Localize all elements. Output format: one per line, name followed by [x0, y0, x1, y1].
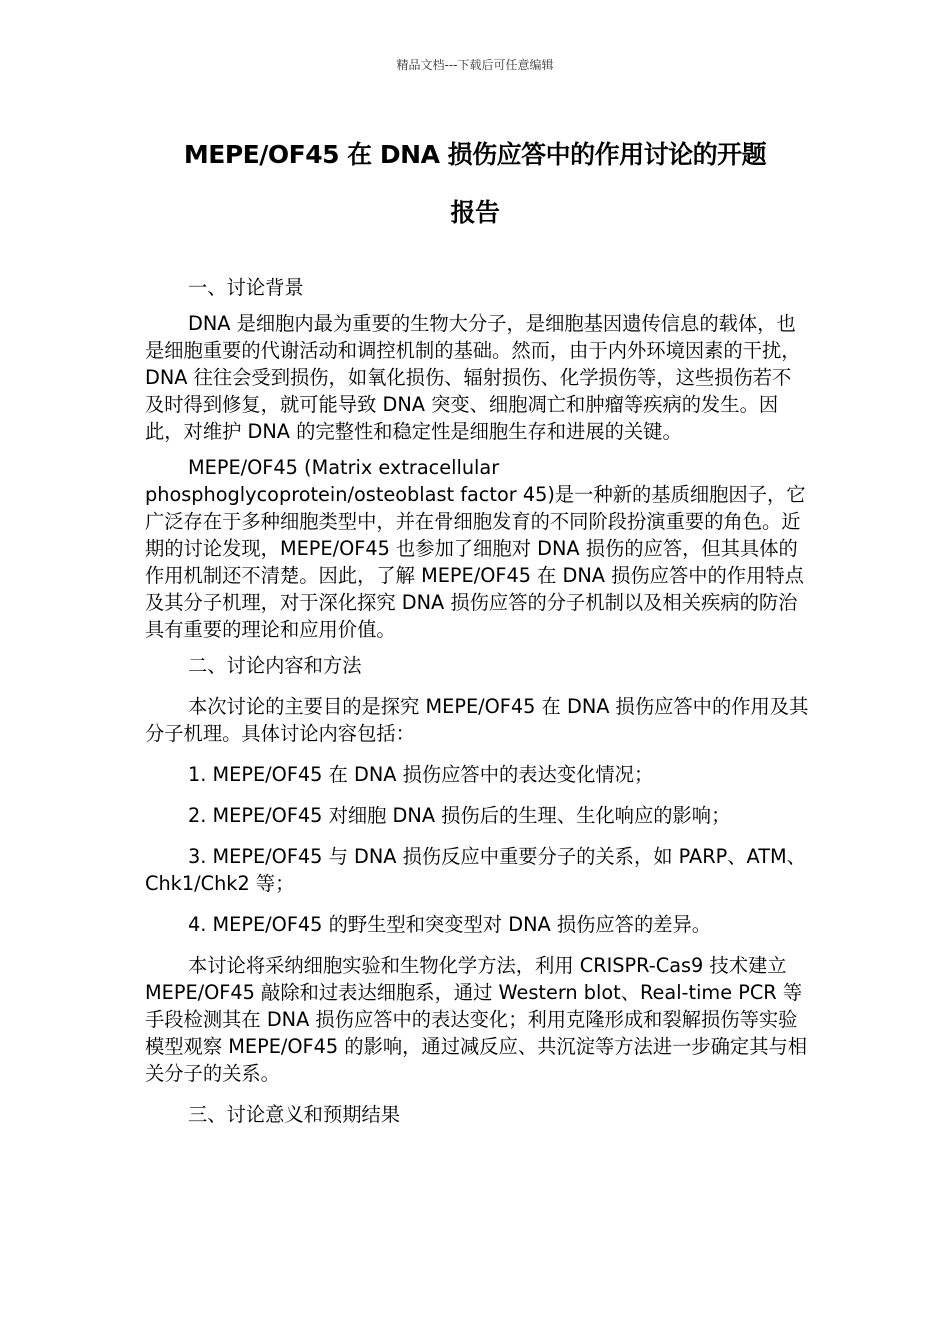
paragraph-background-1: DNA 是细胞内最为重要的生物大分子，是细胞基因遗传信息的载体，也是细胞重要的代谢活动和调控机制的基础。然而，由于内外环境因素的干扰，DNA 往往会受到损伤，如氧化损伤、辐射损伤、化学损伤等，这些损伤若不及时得到修复，就可能导致 DNA 突变、细胞凋亡和肿瘤等疾病的发生。因此，对维护 DNA 的完整性和稳定性是细胞生存和进展的关键。	[145, 312, 801, 443]
document-title-continued: 报告	[450, 198, 500, 227]
document-body	[145, 274, 810, 1128]
document-title: MEPE/OF45 在 DNA 损伤应答中的作用讨论的开题	[183, 140, 767, 169]
list-item-2: 2. MEPE/OF45 对细胞 DNA 损伤后的生理、生化响应的影响；	[188, 804, 731, 827]
list-item-4: 4. MEPE/OF45 的野生型和突变型对 DNA 损伤应答的差异。	[188, 913, 712, 936]
paragraph-background-2: MEPE/OF45 (Matrix extracellular phosphoglycoprotein/osteoblast factor 45)是一种新的基质细胞因子，它广泛存在于多种细胞类型中，并在骨细胞发育的不同阶段扮演重要的角色。近期的讨论发现，MEPE/OF45 也参加了细胞对 DNA 损伤的应答，但其具体的作用机制还不清楚。因此，了解 MEPE/OF45 在 DNA 损伤应答中的作用特点及其分子机理，对于深化探究 DNA 损伤应答的分子机制以及相关疾病的防治具有重要的理论和应用价值。	[145, 456, 806, 641]
paragraph-methods-intro: 本次讨论的主要目的是探究 MEPE/OF45 在 DNA 损伤应答中的作用及其分子机理。具体讨论内容包括：	[145, 695, 809, 745]
section-heading-background: 一、讨论背景	[188, 276, 304, 299]
section-heading-methods: 二、讨论内容和方法	[188, 654, 362, 677]
header-note: 精品文档---下载后可任意编辑	[396, 58, 554, 72]
paragraph-methods: 本讨论将采纳细胞实验和生物化学方法，利用 CRISPR-Cas9 技术建立 MEPE/OF45 敲除和过表达细胞系，通过 Western blot、Real-time PCR 等手段检测其在 DNA 损伤应答中的表达变化；利用克隆形成和裂解损伤等实验模型观察 MEPE/OF45 的影响，通过减反应、共沉淀等方法进一步确定其与相关分子的关系。	[145, 954, 808, 1085]
list-item-3: 3. MEPE/OF45 与 DNA 损伤反应中重要分子的关系，如 PARP、ATM、Chk1/Chk2 等；	[145, 845, 806, 895]
list-item-1: 1. MEPE/OF45 在 DNA 损伤应答中的表达变化情况；	[188, 763, 654, 786]
section-heading-significance: 三、讨论意义和预期结果	[188, 1103, 401, 1126]
